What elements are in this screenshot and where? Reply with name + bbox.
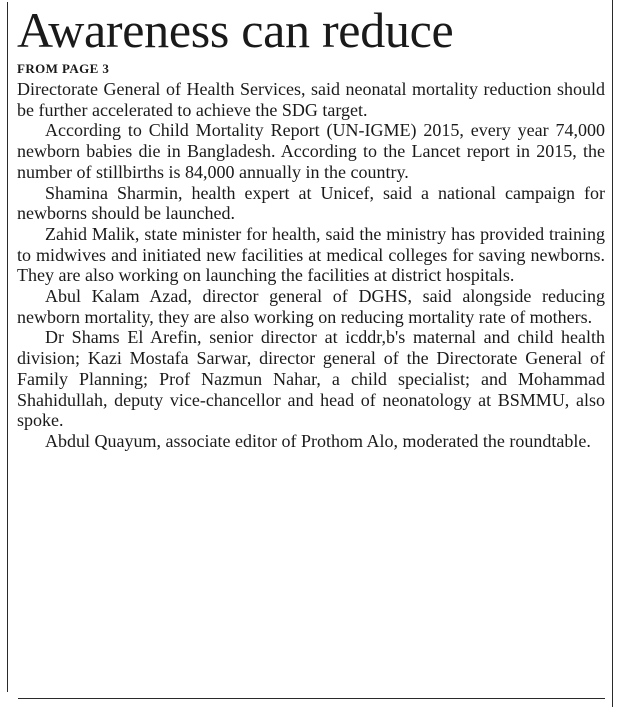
paragraph-state-minister: Zahid Malik, state minister for health, said the ministry has provided training to midwives and initiated new facilities at medical colleges for saving newborns. They are also working on launching the facilities at district hospitals. [17,223,605,286]
paragraph-director-general: Abul Kalam Azad, director general of DGHS, said alongside reducing newborn mortality, they are also working on reducing mortality rate of mothers. [17,286,605,327]
jump-label: FROM PAGE 3 [17,61,110,76]
article-column [17,0,605,452]
paragraph-unicef: Shamina Sharmin, health expert at Unicef, said a national campaign for newborns should be launched. [17,182,605,224]
article-headline: Awareness can reduce [17,2,454,58]
column-rule-right [612,0,613,707]
paragraph-dghs-intro: Directorate General of Health Services, said neonatal mortality reduction should be further accelerated to achieve the SDG target. [17,79,605,120]
column-rule-left [7,2,8,692]
paragraph-mortality-report: According to Child Mortality Report (UN-IGME) 2015, every year 74,000 newborn babies die in Bangladesh. According to the Lancet report in 2015, the number of stillbirths is 84,000 annually in the country. [17,120,605,182]
article-body [17,79,605,452]
paragraph-other-speakers: Dr Shams El Arefin, senior director at icddr,b's maternal and child health division; Kazi Mostafa Sarwar, director general of the Directorate General of Family Planning; Prof Nazmun Nahar, a child specialist; and Mohammad Shahidullah, deputy vice-chancellor and head of neonatology at BSMMU, also spoke. [17,327,605,431]
paragraph-moderator: Abdul Quayum, associate editor of Prothom Alo, moderated the roundtable. [45,430,591,451]
column-rule-bottom [18,698,605,699]
